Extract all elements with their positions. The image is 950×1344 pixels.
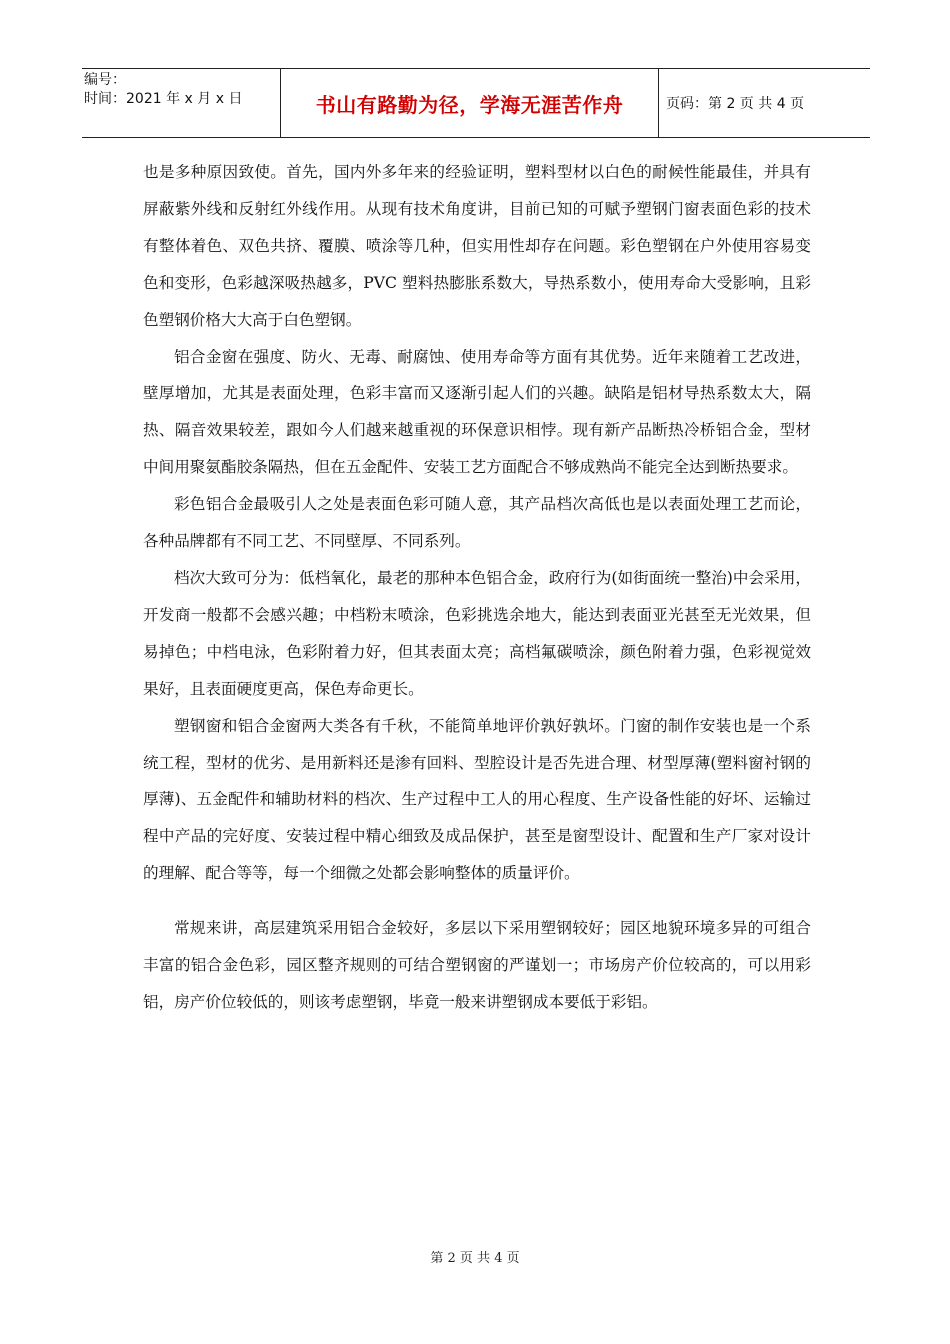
paragraph-3: 彩色铝合金最吸引人之处是表面色彩可随人意，其产品档次高低也是以表面处理工艺而论，各种品牌都有不同工艺、不同壁厚、不同系列。 [143,495,811,551]
document-body [143,154,811,1021]
page-info: 页码：第 2 页 共 4 页 [666,96,805,112]
number-label: 编号： [84,72,126,88]
page-footer: 第 2 页 共 4 页 [430,1251,520,1266]
paragraph-1: 也是多种原因致使。首先，国内外多年来的经验证明，塑料型材以白色的耐候性能最佳，并具有屏蔽紫外线和反射红外线作用。从现有技术角度讲，目前已知的可赋予塑钢门窗表面色彩的技术有整体着色、双色共挤、覆膜、喷涂等几种，但实用性却存在问题。彩色塑钢在户外使用容易变色和变形，色彩越深吸热越多，PVC 塑料热膨胀系数大，导热系数小，使用寿命大受影响，且彩色塑钢价格大大高于白色塑钢。 [143,163,811,329]
paragraph-5: 塑钢窗和铝合金窗两大类各有千秋，不能简单地评价孰好孰坏。门窗的制作安装也是一个系统工程，型材的优劣、是用新料还是渗有回料、型腔设计是否先进合理、材型厚薄(塑料窗衬钢的厚薄)、五金配件和辅助材料的档次、生产过程中工人的用心程度、生产设备性能的好坏、运输过程中产品的完好度、安装过程中精心细致及成品保护，甚至是窗型设计、配置和生产厂家对设计的理解、配合等等，每一个细微之处都会影响整体的质量评价。 [143,716,811,883]
motto: 书山有路勤为径，学海无涯苦作舟 [281,69,659,137]
header-table [82,68,870,138]
paragraph-2: 铝合金窗在强度、防火、无毒、耐腐蚀、使用寿命等方面有其优势。近年来随着工艺改进，壁厚增加，尤其是表面处理，色彩丰富而又逐渐引起人们的兴趣。缺陷是铝材导热系数太大，隔热、隔音效果较差，跟如今人们越来越重视的环保意识相悖。现有新产品断热冷桥铝合金，型材中间用聚氨酯胶条隔热，但在五金配件、安装工艺方面配合不够成熟尚不能完全达到断热要求。 [143,347,811,477]
time-label: 时间：2021 年 x 月 x 日 [84,91,243,107]
header-left-cell [82,69,281,137]
paragraph-4: 档次大致可分为：低档氧化，最老的那种本色铝合金，政府行为(如街面统一整治)中会采用，开发商一般都不会感兴趣；中档粉末喷涂，色彩挑选余地大，能达到表面亚光甚至无光效果，但易掉色；中档电泳，色彩附着力好，但其表面太亮；高档氟碳喷涂，颜色附着力强，色彩视觉效果好，且表面硬度更高，保色寿命更长。 [143,568,811,698]
paragraph-6: 常规来讲，高层建筑采用铝合金较好，多层以下采用塑钢较好；园区地貌环境多异的可组合丰富的铝合金色彩，园区整齐规则的可结合塑钢窗的严谨划一；市场房产价位较高的，可以用彩铝，房产价位较低的，则该考虑塑钢，毕竟一般来讲塑钢成本要低于彩铝。 [143,919,811,1011]
